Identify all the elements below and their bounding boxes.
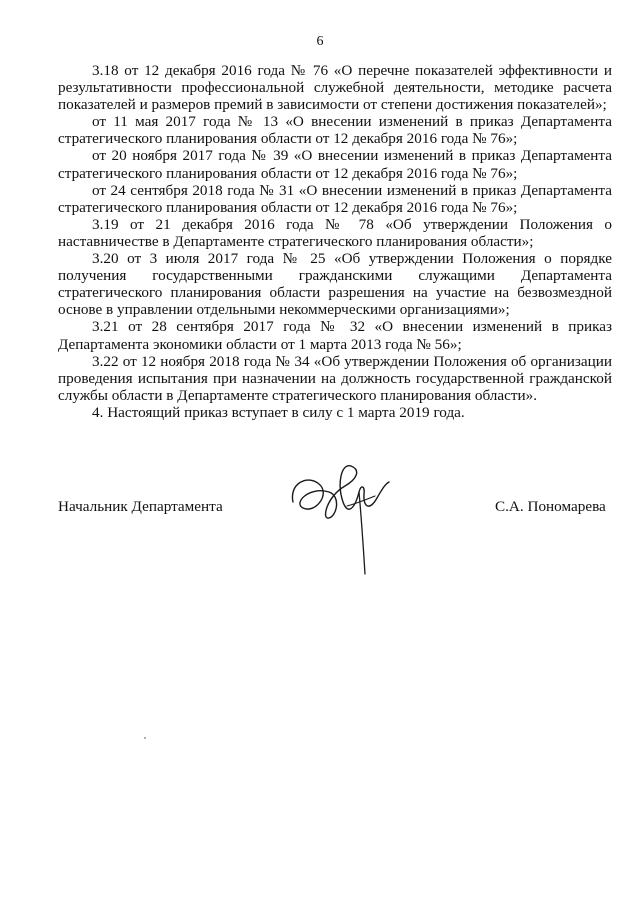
- document-body: [58, 62, 612, 421]
- paragraph-3-19: 3.19 от 21 декабря 2016 года № 78 «Об утверждении Положения о наставничестве в Департаменте стратегического планирования области»;: [58, 215, 612, 250]
- paragraph-3-22: 3.22 от 12 ноября 2018 года № 34 «Об утверждении Положения об организации проведения испытания при назначении на должность государственной гражданской службы области в Департаменте стратегического планирования области».: [58, 352, 612, 404]
- scan-speck: [144, 737, 146, 739]
- signatory-title: Начальник Департамента: [58, 498, 223, 515]
- paragraph-3-21: 3.21 от 28 сентября 2017 года № 32 «О внесении изменений в приказ Департамента экономики области от 1 марта 2013 года № 56»;: [58, 318, 612, 353]
- signatory-name: С.А. Пономарева: [495, 498, 606, 515]
- page-number: 6: [316, 34, 324, 49]
- paragraph-amendment-may-2017: от 11 мая 2017 года № 13 «О внесении изменений в приказ Департамента стратегического планирования области от 12 декабря 2016 года № 76»;: [58, 113, 612, 148]
- paragraph-amendment-nov-2017: от 20 ноября 2017 года № 39 «О внесении изменений в приказ Департамента стратегического планирования области от 12 декабря 2016 года № 76»;: [58, 147, 612, 182]
- paragraph-4-effective-date: 4. Настоящий приказ вступает в силу с 1 марта 2019 года.: [92, 403, 465, 421]
- paragraph-3-18: 3.18 от 12 декабря 2016 года № 76 «О перечне показателей эффективности и результативности профессиональной служебной деятельности, методике расчета показателей и размеров премий в зависимости от степени достижения показателей»;: [58, 62, 612, 114]
- handwritten-signature: [285, 462, 395, 580]
- paragraph-3-20: 3.20 от 3 июля 2017 года № 25 «Об утверждении Положения о порядке получения государственными гражданскими служащими Департамента стратегического планирования области разрешения на участие на безвозмездной основе в управлении отдельными некоммерческими организациями»;: [58, 250, 612, 319]
- paragraph-amendment-sep-2018: от 24 сентября 2018 года № 31 «О внесении изменений в приказ Департамента стратегического планирования области от 12 декабря 2016 года № 76»;: [58, 181, 612, 216]
